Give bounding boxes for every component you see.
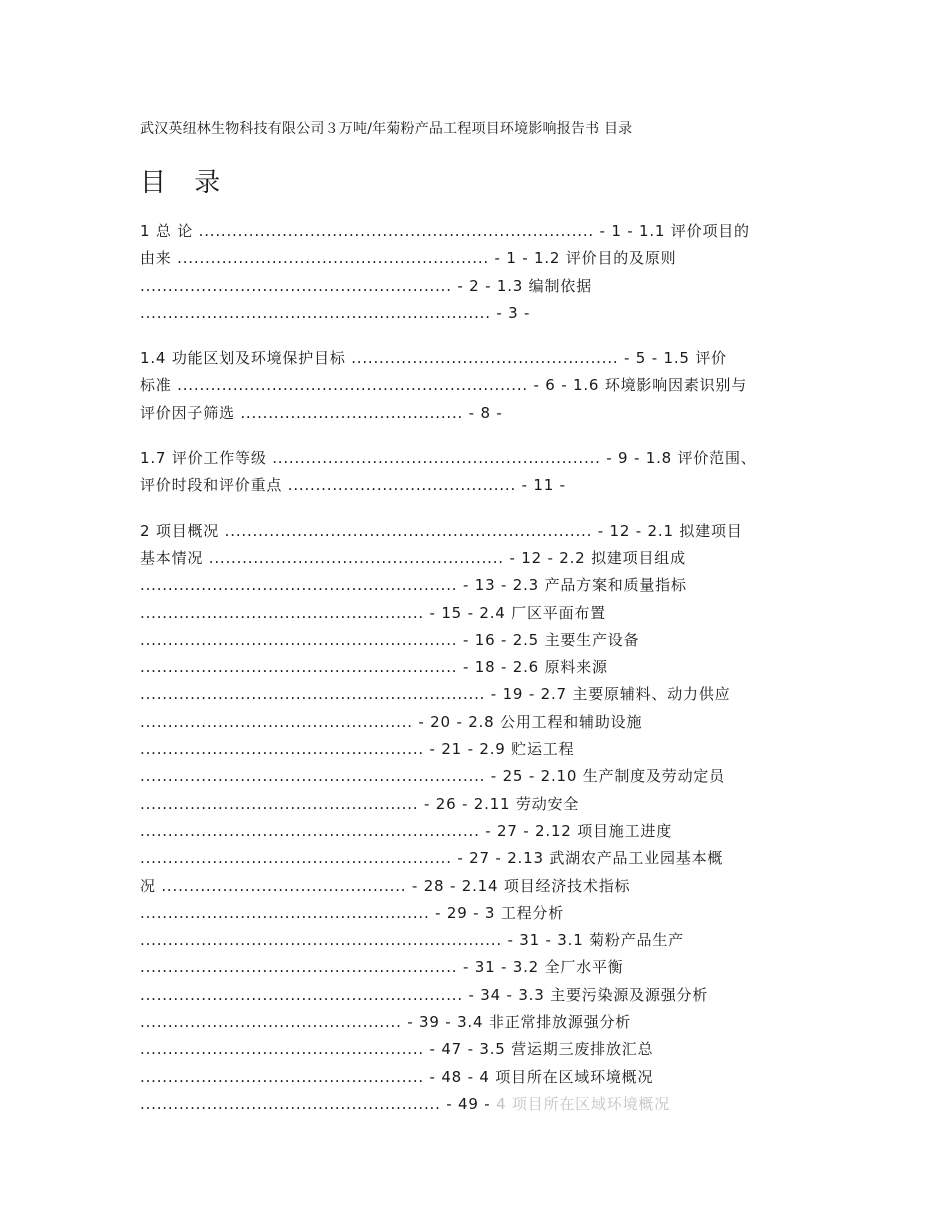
toc-line: 况 ............................................ - 28 - 2.14 项目经济技术指标	[140, 876, 631, 895]
toc-line: ................................................... - 48 - 4 项目所在区域环境概况	[140, 1067, 654, 1086]
toc-line: .......................................................... - 34 - 3.3 主要污染源及源强分析	[140, 985, 709, 1004]
toc-line: .................................................... - 29 - 3 工程分析	[140, 903, 565, 922]
toc-line: 评价因子筛选 ........................................ - 8 -	[140, 403, 503, 422]
toc-line: ............................................... - 39 - 3.4 非正常排放源强分析	[140, 1013, 632, 1032]
toc-line: 基本情况 ..................................................... - 12 - 2.2 拟建项目组成	[140, 548, 686, 567]
faded-heading: 4 项目所在区域环境概况	[496, 1094, 670, 1113]
toc-line: 2 项目概况 .................................................................. - 12 - 2.1 拟建项目	[140, 521, 743, 540]
toc-line	[140, 1091, 820, 1118]
toc-line: ................................................................. - 31 - 3.1 菊粉产品生产	[140, 931, 684, 950]
toc-line: ........................................................ - 27 - 2.13 武湖农产品工业园基本概	[140, 849, 724, 868]
running-header: 武汉英纽林生物科技有限公司３万吨/年菊粉产品工程项目环境影响报告书 目录	[140, 121, 633, 137]
toc-line: ................................................. - 20 - 2.8 公用工程和辅助设施	[140, 712, 643, 731]
toc-paragraph	[140, 345, 820, 427]
toc-leaders: ...................................................... - 49 -	[140, 1094, 497, 1113]
toc-line: .............................................................. - 19 - 2.7 主要原辅料、动力供应	[140, 685, 731, 704]
toc-line: ......................................................... - 13 - 2.3 产品方案和质量指标	[140, 576, 687, 595]
toc-line: ......................................................... - 16 - 2.5 主要生产设备	[140, 630, 640, 649]
toc-line: .............................................................. - 25 - 2.10 生产制度及劳动定员	[140, 767, 725, 786]
toc-line: ......................................................... - 18 - 2.6 原料来源	[140, 658, 608, 677]
toc-line: 由来 ........................................................ - 1 - 1.2 评价目的及原则	[140, 249, 677, 268]
toc-line: 评价时段和评价重点 ......................................... - 11 -	[140, 476, 566, 495]
toc-paragraph	[140, 218, 820, 327]
toc-line: ........................................................ - 2 - 1.3 编制依据	[140, 276, 592, 295]
table-of-contents	[140, 218, 820, 1136]
toc-line: ............................................................. - 27 - 2.12 项目施工进度	[140, 821, 673, 840]
toc-paragraph	[140, 518, 820, 1119]
toc-line: 1 总 论 ....................................................................... - 1 - 1.1 评价项目的	[140, 222, 750, 240]
toc-line: 标准 ............................................................... - 6 - 1.6 环境影响因素识别与	[140, 376, 748, 395]
toc-line: 1.7 评价工作等级 ........................................................... - 9 - 1.8 评价范围、	[140, 449, 757, 468]
toc-line: .................................................. - 26 - 2.11 劳动安全	[140, 794, 580, 813]
toc-line: ................................................... - 47 - 3.5 营运期三废排放汇总	[140, 1040, 654, 1059]
page-title: 目 录	[140, 168, 231, 198]
toc-line: ................................................... - 21 - 2.9 贮运工程	[140, 740, 575, 759]
toc-paragraph	[140, 445, 820, 500]
toc-line: ......................................................... - 31 - 3.2 全厂水平衡	[140, 958, 624, 977]
toc-line: 1.4 功能区划及环境保护目标 ................................................ - 5 - 1.5 评价	[140, 349, 727, 368]
toc-line: ................................................... - 15 - 2.4 厂区平面布置	[140, 603, 606, 622]
toc-line: ............................................................... - 3 -	[140, 303, 531, 322]
